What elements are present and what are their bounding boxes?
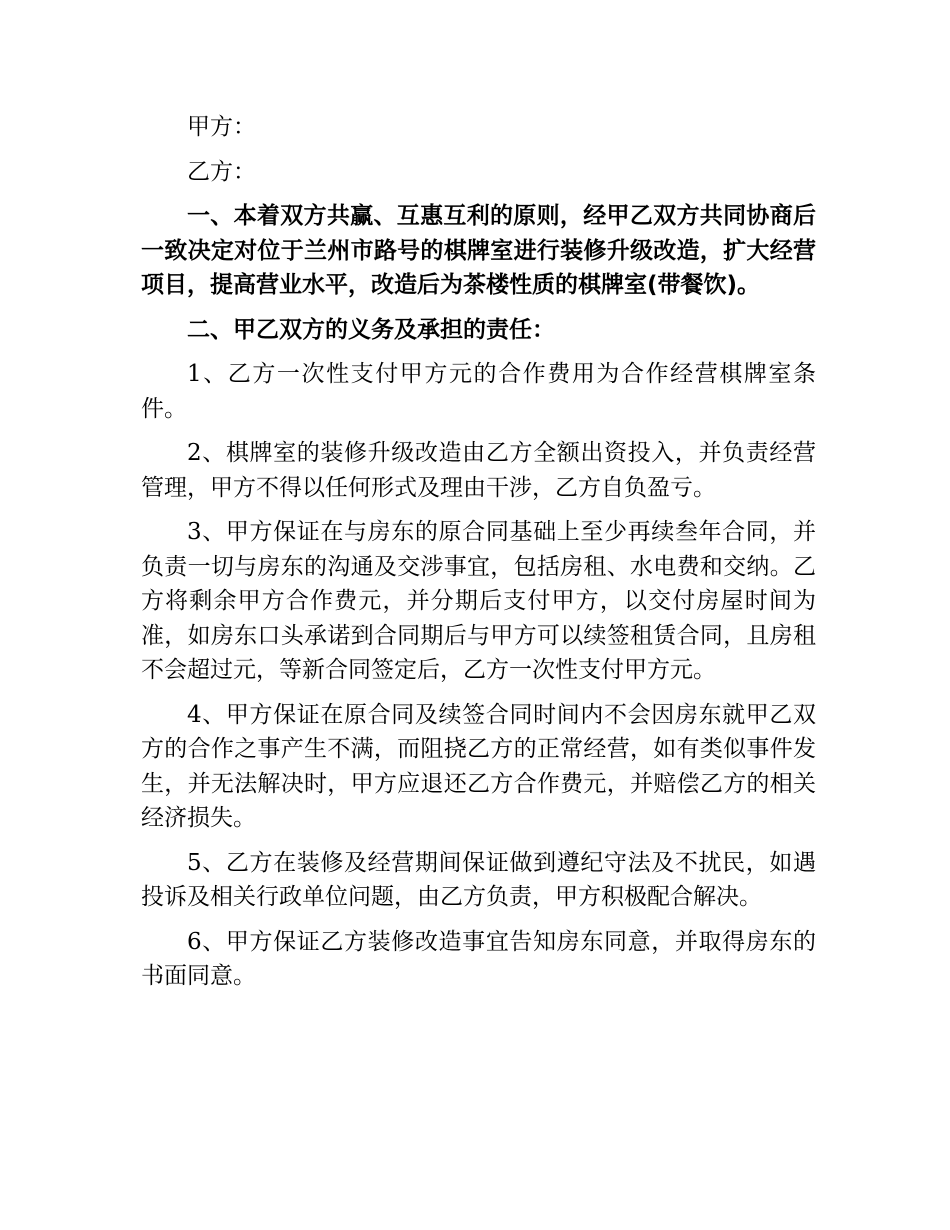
- party-b-line: 乙方：: [187, 158, 256, 185]
- item-6-paragraph: 6、甲方保证乙方装修改造事宜告知房东同意，并取得房东的书面同意。: [141, 928, 816, 989]
- clause-two-heading: 二、甲乙双方的义务及承担的责任：: [187, 316, 555, 343]
- document-body: [141, 110, 816, 1004]
- item-4-paragraph: 4、甲方保证在原合同及续签合同时间内不会因房东就甲乙双方的合作之事产生不满，而阻挠乙方的正常经营，如有类似事件发生，并无法解决时，甲方应退还乙方合作费元，并赔偿乙方的相关经济损失。: [141, 701, 816, 831]
- clause-one-paragraph: 一、本着双方共赢、互惠互利的原则，经甲乙双方共同协商后一致决定对位于兰州市路号的棋牌室进行装修升级改造，扩大经营项目，提高营业水平，改造后为茶楼性质的棋牌室(带餐饮)。: [141, 203, 816, 298]
- item-1-paragraph: 1、乙方一次性支付甲方元的合作费用为合作经营棋牌室条件。: [141, 361, 816, 422]
- item-5-paragraph: 5、乙方在装修及经营期间保证做到遵纪守法及不扰民，如遇投诉及相关行政单位问题，由乙方负责，甲方积极配合解决。: [141, 849, 816, 910]
- item-2-paragraph: 2、棋牌室的装修升级改造由乙方全额出资投入，并负责经营管理，甲方不得以任何形式及理由干涉，乙方自负盈亏。: [141, 440, 816, 501]
- party-a-line: 甲方：: [187, 114, 256, 140]
- item-3-paragraph: 3、甲方保证在与房东的原合同基础上至少再续叁年合同，并负责一切与房东的沟通及交涉事宜，包括房租、水电费和交纳。乙方将剩余甲方合作费元，并分期后支付甲方，以交付房屋时间为准，如房东口头承诺到合同期后与甲方可以续签租赁合同，且房租不会超过元，等新合同签定后，乙方一次性支付甲方元。: [141, 519, 816, 683]
